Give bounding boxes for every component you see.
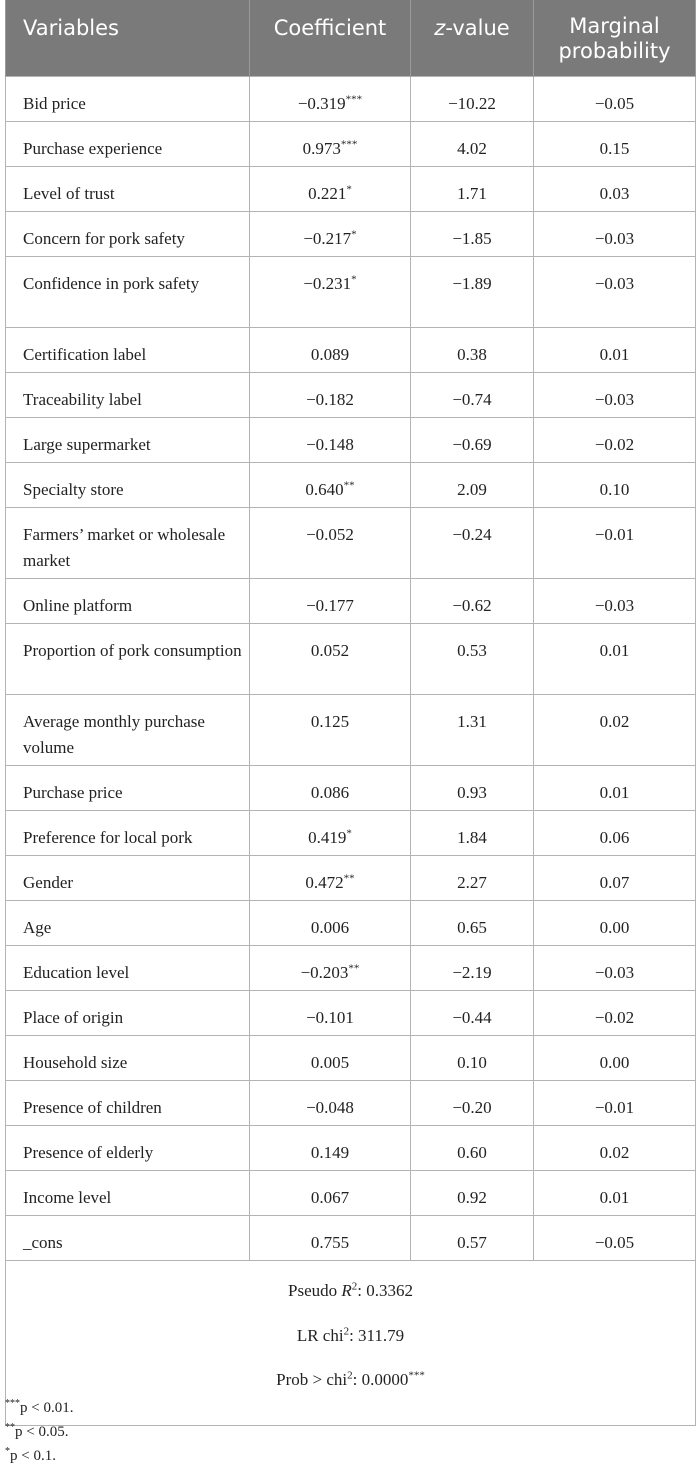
significance-stars: ** bbox=[348, 962, 360, 975]
variable-cell: Large supermarket bbox=[6, 418, 250, 463]
z-value-cell: −1.85 bbox=[411, 212, 534, 257]
variable-cell: Place of origin bbox=[6, 991, 250, 1036]
z-value-cell: 0.93 bbox=[411, 766, 534, 811]
variable-cell: Level of trust bbox=[6, 167, 250, 212]
significance-stars: * bbox=[346, 827, 352, 840]
table-row bbox=[6, 463, 696, 508]
footnote: **p < 0.05. bbox=[5, 1422, 69, 1440]
variable-cell: Concern for pork safety bbox=[6, 212, 250, 257]
coefficient-cell: 0.221* bbox=[250, 167, 411, 212]
table-row bbox=[6, 122, 696, 167]
table-row bbox=[6, 624, 696, 695]
table-footnotes bbox=[5, 1396, 73, 1468]
marginal-probability-cell: 0.02 bbox=[534, 695, 696, 766]
coefficient-cell: −0.177 bbox=[250, 579, 411, 624]
z-value-cell: 0.10 bbox=[411, 1036, 534, 1081]
marginal-probability-cell: −0.03 bbox=[534, 946, 696, 991]
table-row bbox=[6, 1036, 696, 1081]
variable-cell: Bid price bbox=[6, 77, 250, 122]
z-value-cell: 0.53 bbox=[411, 624, 534, 695]
coefficient-cell: 0.973*** bbox=[250, 122, 411, 167]
z-value-cell: −0.24 bbox=[411, 508, 534, 579]
table-row bbox=[6, 167, 696, 212]
header-marginal-probability bbox=[534, 0, 696, 77]
z-value-cell: −0.69 bbox=[411, 418, 534, 463]
coefficient-cell: −0.203** bbox=[250, 946, 411, 991]
variable-cell: Income level bbox=[6, 1171, 250, 1216]
variable-cell: Gender bbox=[6, 856, 250, 901]
significance-stars: *** bbox=[345, 93, 363, 106]
coefficient-cell: 0.149 bbox=[250, 1126, 411, 1171]
variable-cell: Farmers’ market or wholesale market bbox=[6, 508, 250, 579]
z-value-cell: 1.71 bbox=[411, 167, 534, 212]
z-value-cell: −0.62 bbox=[411, 579, 534, 624]
table-row bbox=[6, 373, 696, 418]
variable-cell: Average monthly purchase volume bbox=[6, 695, 250, 766]
model-statistics-row bbox=[6, 1261, 696, 1426]
marginal-probability-cell: −0.02 bbox=[534, 418, 696, 463]
table-header-row bbox=[6, 0, 696, 77]
coefficient-cell: −0.217* bbox=[250, 212, 411, 257]
table-row bbox=[6, 695, 696, 766]
significance-stars: ** bbox=[343, 479, 355, 492]
marginal-probability-cell: 0.01 bbox=[534, 328, 696, 373]
header-variables: Variables bbox=[6, 0, 250, 77]
variable-cell: Age bbox=[6, 901, 250, 946]
footnote: ***p < 0.01. bbox=[5, 1398, 74, 1416]
z-symbol: z bbox=[434, 16, 446, 40]
regression-table-container bbox=[5, 0, 695, 1426]
coefficient-cell: −0.231* bbox=[250, 257, 411, 328]
coefficient-cell: 0.052 bbox=[250, 624, 411, 695]
coefficient-cell: −0.148 bbox=[250, 418, 411, 463]
coefficient-cell: 0.472** bbox=[250, 856, 411, 901]
coefficient-cell: 0.089 bbox=[250, 328, 411, 373]
variable-cell: Purchase experience bbox=[6, 122, 250, 167]
marginal-line2: probability bbox=[558, 39, 671, 63]
marginal-probability-cell: −0.01 bbox=[534, 508, 696, 579]
marginal-probability-cell: 0.02 bbox=[534, 1126, 696, 1171]
z-value-cell: −0.44 bbox=[411, 991, 534, 1036]
table-row bbox=[6, 328, 696, 373]
coefficient-cell: 0.755 bbox=[250, 1216, 411, 1261]
z-value-cell: −0.74 bbox=[411, 373, 534, 418]
z-value-cell: 2.27 bbox=[411, 856, 534, 901]
variable-cell: Education level bbox=[6, 946, 250, 991]
marginal-probability-cell: 0.15 bbox=[534, 122, 696, 167]
table-row bbox=[6, 766, 696, 811]
variable-cell: Traceability label bbox=[6, 373, 250, 418]
header-coefficient: Coefficient bbox=[250, 0, 411, 77]
marginal-probability-cell: 0.10 bbox=[534, 463, 696, 508]
z-value-cell: 1.31 bbox=[411, 695, 534, 766]
table-row bbox=[6, 418, 696, 463]
marginal-probability-cell: 0.01 bbox=[534, 1171, 696, 1216]
marginal-probability-cell: −0.01 bbox=[534, 1081, 696, 1126]
marginal-probability-cell: 0.01 bbox=[534, 624, 696, 695]
z-value-cell: 4.02 bbox=[411, 122, 534, 167]
table-row bbox=[6, 901, 696, 946]
marginal-probability-cell: 0.01 bbox=[534, 766, 696, 811]
table-row bbox=[6, 1126, 696, 1171]
marginal-probability-cell: 0.07 bbox=[534, 856, 696, 901]
coefficient-cell: 0.640** bbox=[250, 463, 411, 508]
variable-cell: Preference for local pork bbox=[6, 811, 250, 856]
coefficient-cell: −0.052 bbox=[250, 508, 411, 579]
variable-cell: Specialty store bbox=[6, 463, 250, 508]
header-z-value bbox=[411, 0, 534, 77]
z-value-cell: 0.65 bbox=[411, 901, 534, 946]
model-statistics bbox=[6, 1261, 696, 1426]
z-value-cell: 0.92 bbox=[411, 1171, 534, 1216]
coefficient-cell: 0.005 bbox=[250, 1036, 411, 1081]
significance-stars: * bbox=[351, 273, 357, 286]
table-row bbox=[6, 1216, 696, 1261]
marginal-line1: Marginal bbox=[569, 14, 660, 38]
variable-cell: Household size bbox=[6, 1036, 250, 1081]
table-row bbox=[6, 508, 696, 579]
table-row bbox=[6, 1171, 696, 1216]
z-value-cell: 2.09 bbox=[411, 463, 534, 508]
marginal-probability-cell: 0.00 bbox=[534, 901, 696, 946]
regression-results-table bbox=[5, 0, 696, 1426]
table-row bbox=[6, 77, 696, 122]
coefficient-cell: 0.086 bbox=[250, 766, 411, 811]
coefficient-cell: −0.182 bbox=[250, 373, 411, 418]
significance-stars: *** bbox=[340, 138, 358, 151]
table-row bbox=[6, 1081, 696, 1126]
marginal-probability-cell: −0.03 bbox=[534, 257, 696, 328]
z-value-cell: −0.20 bbox=[411, 1081, 534, 1126]
z-value-cell: −2.19 bbox=[411, 946, 534, 991]
marginal-probability-cell: 0.03 bbox=[534, 167, 696, 212]
variable-cell: Presence of elderly bbox=[6, 1126, 250, 1171]
marginal-probability-cell: −0.05 bbox=[534, 1216, 696, 1261]
marginal-probability-cell: −0.03 bbox=[534, 579, 696, 624]
pseudo-r2: Pseudo $R^2$: 0.3362 bbox=[288, 1280, 413, 1300]
variable-cell: Purchase price bbox=[6, 766, 250, 811]
variable-cell: Presence of children bbox=[6, 1081, 250, 1126]
variable-cell: Proportion of pork consumption bbox=[6, 624, 250, 695]
table-row bbox=[6, 946, 696, 991]
coefficient-cell: 0.125 bbox=[250, 695, 411, 766]
coefficient-cell: 0.419* bbox=[250, 811, 411, 856]
marginal-probability-cell: 0.06 bbox=[534, 811, 696, 856]
marginal-probability-cell: −0.02 bbox=[534, 991, 696, 1036]
variable-cell: Confidence in pork safety bbox=[6, 257, 250, 328]
z-value-cell: −10.22 bbox=[411, 77, 534, 122]
variable-cell: Online platform bbox=[6, 579, 250, 624]
variable-cell: _cons bbox=[6, 1216, 250, 1261]
marginal-probability-cell: −0.05 bbox=[534, 77, 696, 122]
coefficient-cell: 0.067 bbox=[250, 1171, 411, 1216]
marginal-probability-cell: −0.03 bbox=[534, 373, 696, 418]
table-row bbox=[6, 257, 696, 328]
footnote: *p < 0.1. bbox=[5, 1446, 56, 1464]
z-value-cell: 1.84 bbox=[411, 811, 534, 856]
z-value-cell: 0.60 bbox=[411, 1126, 534, 1171]
coefficient-cell: −0.101 bbox=[250, 991, 411, 1036]
z-value-cell: −1.89 bbox=[411, 257, 534, 328]
significance-stars: * bbox=[351, 228, 357, 241]
variable-cell: Certification label bbox=[6, 328, 250, 373]
coefficient-cell: −0.048 bbox=[250, 1081, 411, 1126]
marginal-probability-cell: −0.03 bbox=[534, 212, 696, 257]
z-value-cell: 0.57 bbox=[411, 1216, 534, 1261]
significance-stars: * bbox=[346, 183, 352, 196]
coefficient-cell: −0.319*** bbox=[250, 77, 411, 122]
significance-stars: ** bbox=[343, 872, 355, 885]
table-row bbox=[6, 856, 696, 901]
table-row bbox=[6, 811, 696, 856]
coefficient-cell: 0.006 bbox=[250, 901, 411, 946]
z-suffix: -value bbox=[445, 16, 510, 40]
prob-chi2: Prob > chi$^2$: 0.0000*** bbox=[276, 1369, 425, 1389]
z-value-cell: 0.38 bbox=[411, 328, 534, 373]
marginal-probability-cell: 0.00 bbox=[534, 1036, 696, 1081]
table-row bbox=[6, 212, 696, 257]
lr-chi2: LR chi$^2$: 311.79 bbox=[296, 1325, 405, 1345]
table-row bbox=[6, 991, 696, 1036]
table-row bbox=[6, 579, 696, 624]
